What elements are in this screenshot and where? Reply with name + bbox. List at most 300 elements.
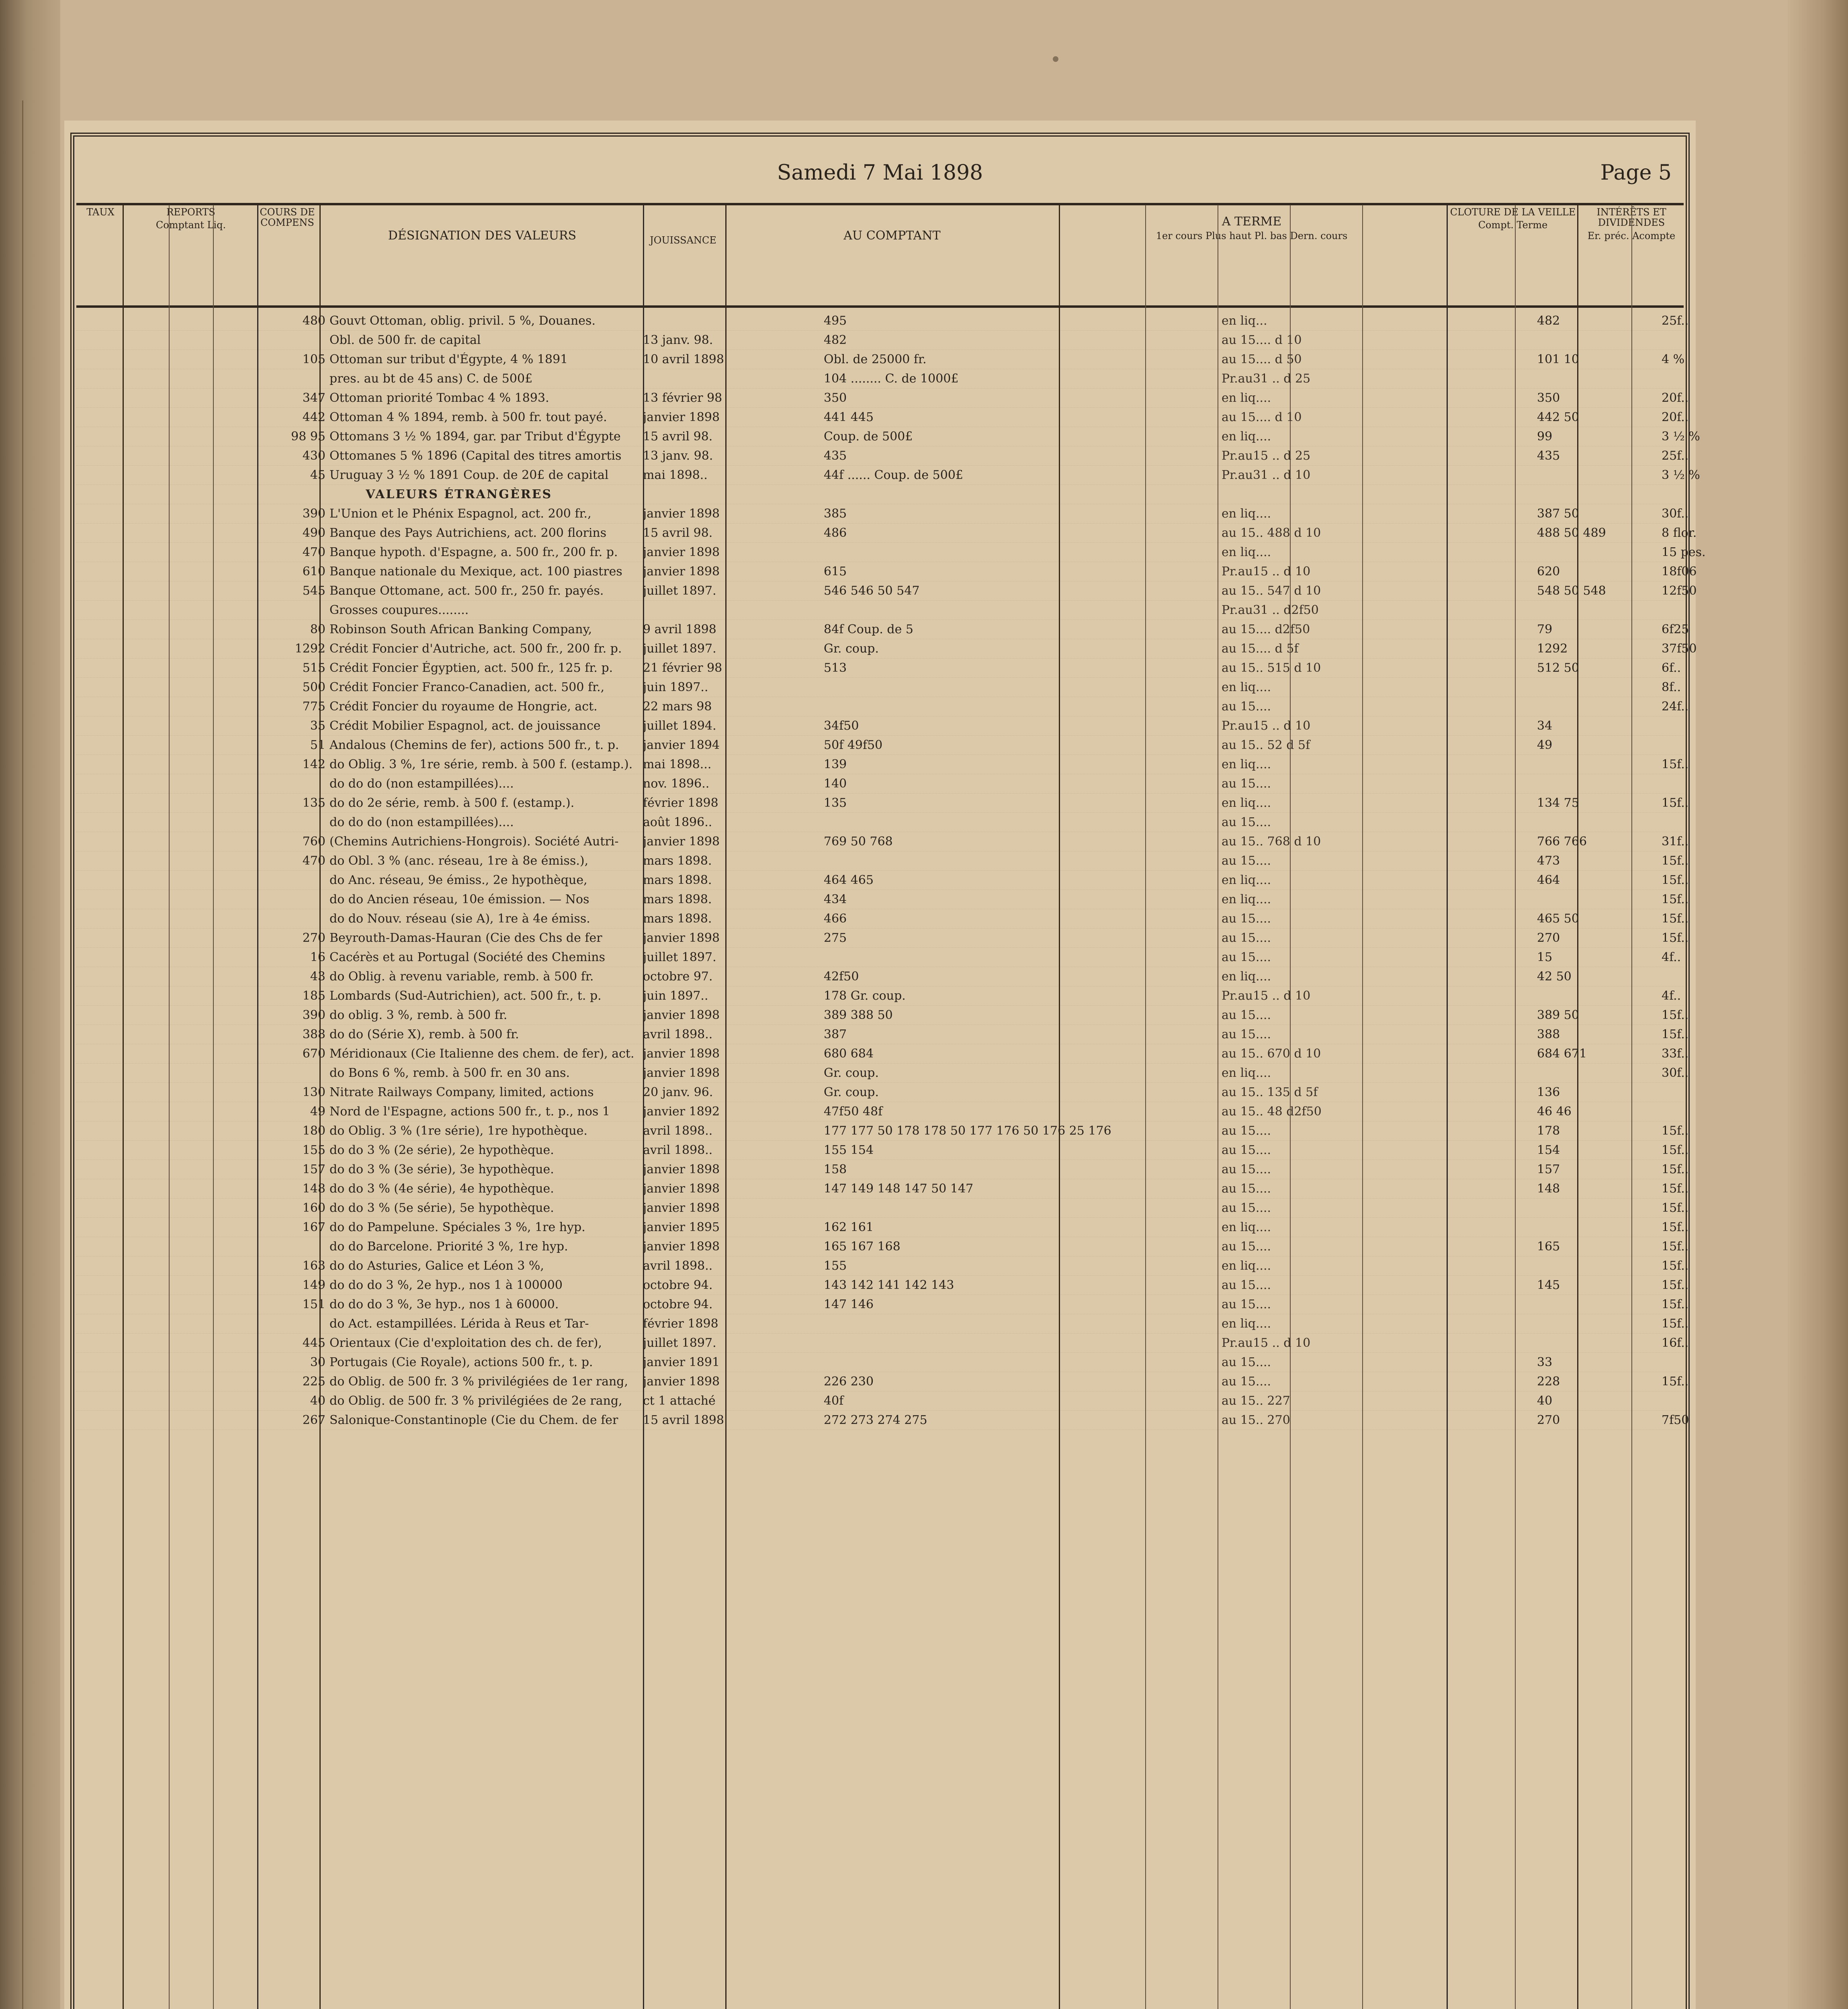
table-row [76,967,1684,986]
table-row [76,331,1684,350]
comptant-cell: Gr. coup. [824,642,879,656]
cloture-cell: 1292 [1537,642,1568,656]
cloture-cell: 512 50 [1537,661,1579,675]
interets-cell: 20f.. [1662,410,1689,424]
designation-cell: do Oblig. 3 % (1re série), 1re hypothèque. [329,1124,587,1138]
terme-cell: en liq.... [1222,892,1271,906]
designation-cell: Uruguay 3 ½ % 1891 Coup. de 20£ de capital [329,468,609,482]
table-row [76,1064,1689,1083]
designation-cell: Obl. de 500 fr. de capital [329,333,481,347]
table-row [76,1314,1689,1334]
terme-cell: au 15.... [1222,1182,1271,1196]
jouissance-cell: janvier 1892 [643,1105,720,1119]
header-rule [76,203,1684,205]
designation-cell: Salonique-Constantinople (Cie du Chem. de fer [329,1413,618,1427]
jouissance-cell: juillet 1897. [643,642,716,656]
table-row [76,408,1689,427]
comptant-cell: 387 [824,1027,847,1041]
col-header-interets: INTÉRÊTS ET DIVIDENDES Er. préc. Acompte [1587,207,1676,241]
table-row [76,1121,1689,1141]
table-row [76,1391,1684,1411]
cours-cell: 470 [302,854,325,868]
terme-cell: au 15.. 768 d 10 [1222,835,1321,849]
cours-cell: 180 [302,1124,325,1138]
interets-cell: 15f.. [1662,1124,1689,1138]
cours-cell: 760 [302,835,325,849]
comptant-cell: 513 [824,661,847,675]
interets-cell: 15f.. [1662,1027,1689,1041]
cloture-cell: 148 [1537,1182,1560,1196]
terme-cell: au 15.... [1222,1278,1271,1292]
table-row [76,1372,1689,1391]
cours-cell: 35 [310,719,325,733]
designation-cell: do do Asturies, Galice et Léon 3 %, [329,1259,544,1273]
cloture-cell: 46 46 [1537,1105,1572,1119]
terme-cell: au 15.. 52 d 5f [1222,738,1310,752]
comptant-cell: 165 167 168 [824,1240,900,1254]
table-row [76,871,1689,890]
jouissance-cell: ct 1 attaché [643,1394,716,1408]
comptant-cell: 147 146 [824,1297,874,1311]
terme-cell: au 15.... d 5f [1222,642,1299,656]
cloture-cell: 154 [1537,1143,1560,1157]
designation-cell: Portugais (Cie Royale), actions 500 fr., t. p. [329,1355,593,1369]
jouissance-cell: 13 janv. 98. [643,333,713,347]
table-row [76,986,1684,1006]
cloture-cell: 157 [1537,1162,1560,1176]
designation-cell: Grosses coupures........ [329,603,469,617]
cours-cell: 267 [302,1413,325,1427]
jouissance-cell: juillet 1894. [643,719,716,733]
jouissance-cell: janvier 1898 [643,1162,720,1176]
terme-cell: au 15.... [1222,777,1271,791]
jouissance-cell: janvier 1894 [643,738,720,752]
interets-cell: 6f.. [1662,661,1681,675]
cours-cell: 30 [310,1355,325,1369]
terme-cell: au 15.... [1222,1297,1271,1311]
table-row [76,446,1689,466]
designation-cell: Andalous (Chemins de fer), actions 500 fr., t. p. [329,738,619,752]
table-row [76,1295,1689,1314]
interets-cell: 15f.. [1662,1259,1689,1273]
cours-cell: 347 [302,391,325,405]
designation-cell: Lombards (Sud-Autrichien), act. 500 fr., t. p. [329,989,602,1003]
table-row [76,639,1697,659]
cloture-cell: 766 766 [1537,835,1587,849]
terme-cell: en liq.... [1222,507,1271,521]
terme-cell: en liq... [1222,314,1267,328]
table-row [76,697,1689,716]
comptant-cell: 147 149 148 147 50 147 [824,1182,974,1196]
terme-cell: au 15.... [1222,912,1271,926]
jouissance-cell: janvier 1898 [643,507,720,521]
interets-cell: 15f.. [1662,1201,1689,1215]
designation-cell: do Obl. 3 % (anc. réseau, 1re à 8e émiss.), [329,854,589,868]
comptant-cell: 177 177 50 178 178 50 177 176 50 176 25 176 [824,1124,1111,1138]
cours-cell: 40 [310,1394,325,1408]
cloture-cell: 15 [1537,950,1553,964]
interets-cell: 33f.. [1662,1047,1689,1061]
table-row [76,562,1697,581]
jouissance-cell: mai 1898... [643,757,712,771]
cloture-cell: 228 [1537,1375,1560,1389]
table-row [76,369,1684,389]
comptant-cell: 486 [824,526,847,540]
terme-cell: Pr.au15 .. d 10 [1222,719,1311,733]
jouissance-cell: janvier 1891 [643,1355,720,1369]
jouissance-cell: juillet 1897. [643,950,716,964]
cours-cell: 225 [302,1375,325,1389]
cloture-cell: 387 50 [1537,507,1579,521]
table-row [76,1411,1689,1430]
cloture-cell: 270 [1537,931,1560,945]
interets-cell: 4 % [1662,352,1685,366]
interets-cell: 4f.. [1662,950,1681,964]
jouissance-cell: nov. 1896.. [643,777,710,791]
cours-cell: 610 [302,565,325,579]
jouissance-cell: avril 1898.. [643,1259,713,1273]
cours-cell: 157 [302,1162,325,1176]
designation-cell: do Oblig. à revenu variable, remb. à 500 fr. [329,970,594,984]
designation-cell: Ottoman sur tribut d'Égypte, 4 % 1891 [329,352,568,366]
cloture-cell: 620 [1537,565,1560,579]
designation-cell: do do (Série X), remb. à 500 fr. [329,1027,519,1041]
terme-cell: au 15.... [1222,815,1271,829]
jouissance-cell: janvier 1898 [643,410,720,424]
comptant-cell: 155 154 [824,1143,874,1157]
designation-cell: do do 3 % (3e série), 3e hypothèque. [329,1162,554,1176]
comptant-cell: 155 [824,1259,847,1273]
jouissance-cell: 15 avril 98. [643,526,713,540]
comptant-cell: 139 [824,757,847,771]
jouissance-cell: janvier 1898 [643,1047,720,1061]
designation-cell: Crédit Foncier d'Autriche, act. 500 fr., 200 fr. p. [329,642,622,656]
designation-cell: Cacérès et au Portugal (Société des Chemins [329,950,605,964]
cours-cell: 16 [310,950,325,964]
terme-cell: en liq.... [1222,545,1271,559]
designation-cell: do do do (non estampillées).... [329,777,514,791]
comptant-cell: 143 142 141 142 143 [824,1278,954,1292]
cours-cell: 388 [302,1027,325,1041]
terme-cell: au 15.. 488 d 10 [1222,526,1321,540]
comptant-cell: 40f [824,1394,844,1408]
table-row [76,851,1689,871]
terme-cell: au 15.... [1222,1240,1271,1254]
comptant-cell: 47f50 48f [824,1105,883,1119]
jouissance-cell: avril 1898.. [643,1027,713,1041]
comptant-cell: 84f Coup. de 5 [824,622,914,636]
interets-cell: 8f.. [1662,680,1681,694]
cloture-cell: 34 [1537,719,1553,733]
jouissance-cell: juillet 1897. [643,584,716,598]
cloture-cell: 136 [1537,1085,1560,1099]
terme-cell: au 15.. 547 d 10 [1222,584,1321,598]
jouissance-cell: janvier 1898 [643,565,720,579]
table-row [76,890,1689,909]
table-row [76,1179,1689,1199]
col-header-cloture: CLOTURE DE LA VEILLE Compt. Terme [1450,207,1576,231]
interets-cell: 6f25 [1662,622,1689,636]
comptant-cell: 178 Gr. coup. [824,989,906,1003]
table-row [76,1044,1689,1064]
table-row [76,581,1697,601]
terme-cell: en liq.... [1222,391,1271,405]
jouissance-cell: février 1898 [643,796,718,810]
designation-cell: do do Nouv. réseau (sie A), 1re à 4e émiss. [329,912,590,926]
table-row [76,1218,1689,1237]
comptant-cell: 435 [824,449,847,463]
table-row [76,736,1684,755]
designation-cell: do Oblig. de 500 fr. 3 % privilégiées de 1er rang, [329,1375,628,1389]
cours-cell: 163 [302,1259,325,1273]
table-row [76,774,1684,794]
cloture-cell: 473 [1537,854,1560,868]
cours-cell: 167 [302,1220,325,1234]
interets-cell: 25f.. [1662,314,1689,328]
terme-cell: au 15.... d 50 [1222,352,1302,366]
terme-cell: au 15.. 515 d 10 [1222,661,1321,675]
cloture-cell: 684 671 [1537,1047,1587,1061]
cours-cell: 160 [302,1201,325,1215]
col-header-au-comptant: AU COMPTANT [843,229,941,243]
cours-cell: 49 [310,1105,325,1119]
designation-cell: Banque des Pays Autrichiens, act. 200 florins [329,526,607,540]
interets-cell: 30f.. [1662,1066,1689,1080]
jouissance-cell: mars 1898. [643,854,712,868]
jouissance-cell: janvier 1898 [643,1008,720,1022]
jouissance-cell: 22 mars 98 [643,700,712,714]
cours-cell: 500 [302,680,325,694]
designation-cell: do do 3 % (4e série), 4e hypothèque. [329,1182,554,1196]
interets-cell: 15f.. [1662,1182,1689,1196]
terme-cell: en liq.... [1222,680,1271,694]
cours-cell: 142 [302,757,325,771]
designation-cell: do do Barcelone. Priorité 3 %, 1re hyp. [329,1240,568,1254]
terme-cell: en liq.... [1222,1259,1271,1273]
jouissance-cell: janvier 1898 [643,835,720,849]
terme-cell: au 15.... [1222,1008,1271,1022]
interets-cell: 3 ½ % [1662,430,1700,444]
comptant-cell: Obl. de 25000 fr. [824,352,927,366]
cloture-cell: 464 [1537,873,1560,887]
col-header-a-terme: A TERME 1er cours Plus haut Pl. bas Dern. cours [1156,215,1348,241]
column-header-rule [76,305,1684,308]
designation-cell: Crédit Mobilier Espagnol, act. de jouissance [329,719,601,733]
col-header-cours: COURS DE COMPENS [260,207,315,229]
jouissance-cell: 13 février 98 [643,391,722,405]
page-number: Page 5 [1600,161,1672,185]
terme-cell: en liq.... [1222,1066,1271,1080]
cours-cell: 470 [302,545,325,559]
cours-cell: 775 [302,700,325,714]
table-row [76,1006,1689,1025]
jouissance-cell: juin 1897.. [643,989,708,1003]
table-row [76,389,1689,408]
comptant-cell: 464 465 [824,873,874,887]
col-header-taux: TAUX [86,207,115,218]
designation-cell: Orientaux (Cie d'exploitation des ch. de fer), [329,1336,602,1350]
terme-cell: au 15.... [1222,854,1271,868]
designation-cell: do do Pampelune. Spéciales 3 %, 1re hyp. [329,1220,585,1234]
cours-cell: 45 [310,468,325,482]
designation-cell: Crédit Foncier du royaume de Hongrie, act. [329,700,598,714]
terme-cell: au 15.. 135 d 5f [1222,1085,1318,1099]
ink-speck [1053,56,1058,62]
table-row [76,1256,1689,1276]
terme-cell: au 15.. 48 d2f50 [1222,1105,1322,1119]
cours-cell: 151 [302,1297,325,1311]
cloture-cell: 42 50 [1537,970,1572,984]
comptant-cell: Gr. coup. [824,1085,879,1099]
jouissance-cell: 9 avril 1898 [643,622,716,636]
table-row [76,794,1689,813]
table-row [76,716,1684,736]
comptant-cell: 272 273 274 275 [824,1413,927,1427]
terme-cell: au 15.... [1222,931,1271,945]
terme-cell: au 15.... [1222,1375,1271,1389]
cloture-cell: 99 [1537,430,1553,444]
quotation-table [76,311,1706,1430]
comptant-cell: 495 [824,314,847,328]
terme-cell: au 15.. 227 [1222,1394,1290,1408]
cours-cell: 390 [302,507,325,521]
jouissance-cell: janvier 1898 [643,545,720,559]
designation-cell: Ottoman 4 % 1894, remb. à 500 fr. tout payé. [329,410,607,424]
interets-cell: 20f.. [1662,391,1689,405]
table-row [76,755,1689,774]
designation-cell: Gouvt Ottoman, oblig. privil. 5 %, Douanes. [329,314,596,328]
terme-cell: en liq.... [1222,430,1271,444]
table-row [76,1025,1689,1044]
page-edge [1788,0,1848,2009]
jouissance-cell: octobre 94. [643,1297,713,1311]
comptant-cell: 42f50 [824,970,859,984]
cours-cell: 445 [302,1336,325,1350]
interets-cell: 18f06 [1662,565,1697,579]
interets-cell: 15f.. [1662,1317,1689,1331]
cours-cell: 515 [302,661,325,675]
designation-cell: do do do 3 %, 2e hyp., nos 1 à 100000 [329,1278,563,1292]
table-row [76,1199,1689,1218]
cours-cell: 185 [302,989,325,1003]
terme-cell: Pr.au31 .. d 25 [1222,372,1311,386]
comptant-cell: 441 445 [824,410,874,424]
designation-cell: do Anc. réseau, 9e émiss., 2e hypothèque, [329,873,587,887]
terme-cell: Pr.au15 .. d 10 [1222,565,1311,579]
table-row [76,427,1700,446]
comptant-cell: 50f 49f50 [824,738,883,752]
interets-cell: 30f.. [1662,507,1689,521]
comptant-cell: 158 [824,1162,847,1176]
table-row [76,543,1706,562]
designation-cell: do do do (non estampillées).... [329,815,514,829]
terme-cell: au 15.... [1222,1355,1271,1369]
table-row [76,1353,1684,1372]
comptant-cell: 135 [824,796,847,810]
designation-cell: Banque nationale du Mexique, act. 100 piastres [329,565,622,579]
interets-cell: 15f.. [1662,873,1689,887]
jouissance-cell: 20 janv. 96. [643,1085,713,1099]
interets-cell: 7f50 [1662,1413,1689,1427]
cloture-cell: 134 75 [1537,796,1579,810]
jouissance-cell: 15 avril 98. [643,430,713,444]
jouissance-cell: janvier 1898 [643,1201,720,1215]
terme-cell: au 15.... [1222,700,1271,714]
table-row [76,1334,1689,1353]
masthead [76,157,1684,201]
cours-cell: 43 [310,970,325,984]
cours-cell: 1292 [295,642,325,656]
cloture-cell: 435 [1537,449,1560,463]
table-row [76,311,1689,331]
cloture-cell: 389 50 [1537,1008,1579,1022]
cours-cell: 98 95 [291,430,325,444]
jouissance-cell: janvier 1898 [643,931,720,945]
interets-cell: 15f.. [1662,757,1689,771]
comptant-cell: 385 [824,507,847,521]
terme-cell: au 15.. 270 [1222,1413,1290,1427]
comptant-cell: 546 546 50 547 [824,584,920,598]
interets-cell: 15f.. [1662,1278,1689,1292]
cours-cell: 80 [310,622,325,636]
interets-cell: 37f50 [1662,642,1697,656]
designation-cell: do Oblig. 3 %, 1re série, remb. à 500 f. (estamp.). [329,757,633,771]
terme-cell: au 15.... [1222,1143,1271,1157]
comptant-cell: 434 [824,892,847,906]
cloture-cell: 270 [1537,1413,1560,1427]
designation-cell: Nitrate Railways Company, limited, actions [329,1085,594,1099]
cours-cell: 442 [302,410,325,424]
cours-cell: 490 [302,526,325,540]
section-label: VALEURS ÉTRANGÈRES [366,487,553,501]
interets-cell: 12f50 [1662,584,1697,598]
col-header-jouissance: JOUISSANCE [650,235,716,246]
cloture-cell: 548 50 548 [1537,584,1606,598]
interets-cell: 25f.. [1662,449,1689,463]
terme-cell: en liq.... [1222,1317,1271,1331]
cours-cell: 270 [302,931,325,945]
jouissance-cell: 13 janv. 98. [643,449,713,463]
table-row [76,350,1684,369]
designation-cell: Ottomanes 5 % 1896 (Capital des titres amortis [329,449,622,463]
comptant-cell: 350 [824,391,847,405]
designation-cell: Robinson South African Banking Company, [329,622,592,636]
jouissance-cell: 15 avril 1898 [643,1413,724,1427]
terme-cell: au 15.... [1222,950,1271,964]
interets-cell: 15f.. [1662,1162,1689,1176]
interets-cell: 15f.. [1662,1143,1689,1157]
jouissance-cell: juillet 1897. [643,1336,716,1350]
interets-cell: 15f.. [1662,1375,1689,1389]
cours-cell: 155 [302,1143,325,1157]
jouissance-cell: octobre 94. [643,1278,713,1292]
comptant-cell: 680 684 [824,1047,874,1061]
interets-cell: 3 ½ % [1662,468,1700,482]
comptant-cell: 162 161 [824,1220,874,1234]
interets-cell: 4f.. [1662,989,1681,1003]
comptant-cell: 389 388 50 [824,1008,893,1022]
comptant-cell: 34f50 [824,719,859,733]
cloture-cell: 49 [1537,738,1553,752]
table-row [76,948,1684,967]
jouissance-cell: avril 1898.. [643,1124,713,1138]
designation-cell: Banque Ottomane, act. 500 fr., 250 fr. payés. [329,584,604,598]
terme-cell: au 15.... d 10 [1222,410,1302,424]
designation-cell: pres. au bt de 45 ans) C. de 500£ [329,372,533,386]
designation-cell: Banque hypoth. d'Espagne, a. 500 fr., 200 fr. p. [329,545,618,559]
terme-cell: en liq.... [1222,970,1271,984]
designation-cell: Méridionaux (Cie Italienne des chem. de fer), act. [329,1047,634,1061]
